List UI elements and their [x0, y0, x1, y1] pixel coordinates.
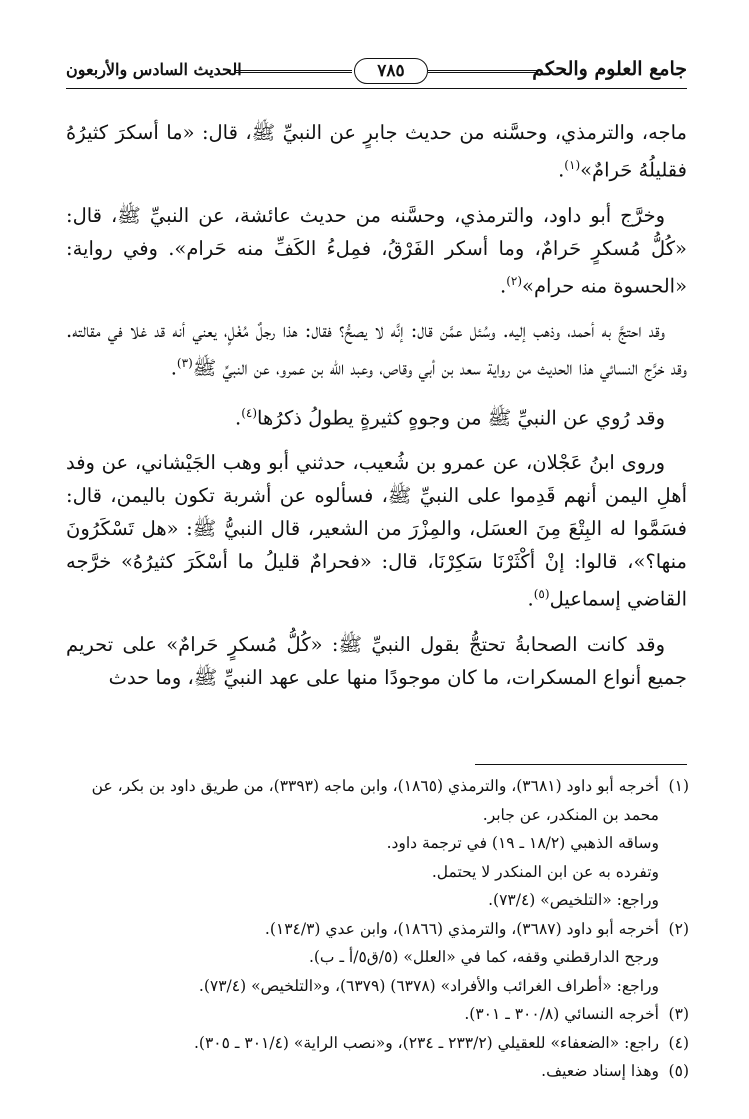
footnote-number: (٢) — [668, 919, 689, 938]
main-text — [66, 116, 687, 706]
paragraph — [66, 199, 687, 303]
paragraph-end: . — [527, 587, 534, 611]
footnote-line: وراجع: «أطراف الغرائب والأفراد» (٦٣٧٨) (٦٣٧٩)، و«التلخيص» (٧٣/٤). — [198, 976, 659, 995]
paragraph-text: وروى ابنُ عَجْلان، عن عمرو بن شُعيب، حدثني أبو وهب الجَيْشاني، عن وفد أهلِ اليمن أنهم قَدِموا على النبيِّ ﷺ، فسألوه عن أشربة تكون باليمن، قال: فسَمَّوا له البِتْعَ مِنَ العسَل، والمِزْرَ من الشعير، قال النبيُّ ﷺ: «هل تَسْكَرُونَ منها؟»، قالوا: إنْ أكْثَرْنَا سَكِرْنَا، قال: «فحرامٌ قليلُ ما أسْكَرَ كثيرُهُ» خرَّجه القاضي إسماعيل — [66, 451, 687, 611]
header-ornament-line — [236, 70, 352, 73]
footnote-ref: (٣) — [176, 356, 193, 370]
paragraph-text: وقد رُوي عن النبيِّ ﷺ من وجوهٍ كثيرةٍ يطولُ ذكرُها — [257, 406, 665, 429]
footnote-line: ورجح الدارقطني وقفه، كما في «العلل» (٥/ق٥/أ ـ ب). — [308, 948, 659, 966]
footnote-line: وتفرده به عن ابن المنكدر لا يحتمل. — [431, 862, 659, 881]
paragraph — [66, 628, 687, 694]
footnote — [66, 772, 689, 915]
paragraph — [66, 446, 687, 616]
paragraph-text: وقد احتجَّ به أحمد، وذهب إليه. وسُئل عمَّن قال: إنَّه لا يصحُّ؟ فقال: هذا رجلٌ مُغْلٍ، يعني أنه قد غلا في مقالته. وقد خرَّج النسائي هذا الحديث من رواية سعد بن أبي وقاص، وعبد الله بن عمرو، عن النبيِّ ﷺ — [66, 319, 687, 380]
paragraph — [66, 314, 687, 385]
paragraph-end: . — [558, 158, 565, 182]
header-rule — [66, 88, 687, 89]
footnote-number: (٥) — [668, 1062, 689, 1080]
footnote — [66, 1057, 689, 1086]
footnote — [66, 1029, 689, 1058]
footnote-number: (٣) — [668, 1005, 689, 1023]
footnote-number: (١) — [668, 777, 689, 795]
paragraph-end: . — [170, 356, 177, 380]
footnote-ref: (٤) — [241, 405, 258, 420]
chapter-title: الحديث السادس والأربعون — [66, 60, 242, 79]
footnote-line: أخرجه أبو داود (٣٦٨٧)، والترمذي (١٨٦٦)، وابن عدي (١٣٤/٣). — [264, 919, 659, 938]
paragraph-end: . — [499, 274, 507, 297]
paragraph-end: . — [235, 406, 242, 429]
paragraph-text: وقد كانت الصحابةُ تحتجُّ بقول النبيِّ ﷺ: «كُلُّ مُسكرٍ حَرامٌ» على تحريم جميع أنواع المسكرات، ما كان موجودًا منها على عهد النبيِّ ﷺ، وما حدث — [66, 632, 687, 689]
paragraph-text: ماجه، والترمذي، وحسَّنه من حديث جابرٍ عن النبيِّ ﷺ، قال: «ما أسكرَ كثيرُهُ فقليلُهُ حَرامٌ» — [66, 121, 687, 182]
footnote-ref: (٢) — [506, 273, 523, 288]
footnote-ref: (١) — [564, 158, 581, 172]
footnote-line: وساقه الذهبي (١٨/٢ ـ ١٩) في ترجمة داود. — [386, 834, 659, 852]
paragraph-text: وخرَّج أبو داود، والترمذي، وحسَّنه من حديث عائشة، عن النبيِّ ﷺ، قال: «كُلُّ مُسكرٍ حَرامٌ، وما أسكر الفَرْقُ، فمِلءُ الكَفِّ منه حَرام». وفي رواية: «الحسوة منه حرام» — [66, 203, 687, 297]
footnote-line: وراجع: «التلخيص» (٧٣/٤). — [488, 891, 659, 909]
footnotes — [66, 772, 689, 1086]
footnote-line: راجع: «الضعفاء» للعقيلي (٢٣٣/٢ ـ ٢٣٤)، و«نصب الراية» (٣٠١/٤ ـ ٣٠٥). — [194, 1033, 659, 1052]
page-number: ٧٨٥ — [354, 58, 428, 84]
header-ornament-line — [428, 70, 538, 73]
footnote-line: وهذا إسناد ضعيف. — [541, 1062, 659, 1080]
footnote-line: أخرجه أبو داود (٣٦٨١)، والترمذي (١٨٦٥)، وابن ماجه (٣٣٩٣)، من طريق داود بن بكر، عن محمد بن المنكدر، عن جابر. — [91, 777, 659, 824]
paragraph — [66, 397, 687, 435]
footnote-separator — [475, 764, 687, 765]
footnote-number: (٤) — [668, 1033, 689, 1052]
footnote — [66, 1000, 689, 1029]
book-title: جامع العلوم والحكم — [532, 58, 687, 80]
paragraph — [66, 116, 687, 187]
footnote-ref: (٥) — [533, 587, 550, 601]
footnote — [66, 915, 689, 1001]
footnote-line: أخرجه النسائي (٣٠٠/٨ ـ ٣٠١). — [464, 1005, 659, 1023]
running-header — [66, 52, 687, 92]
